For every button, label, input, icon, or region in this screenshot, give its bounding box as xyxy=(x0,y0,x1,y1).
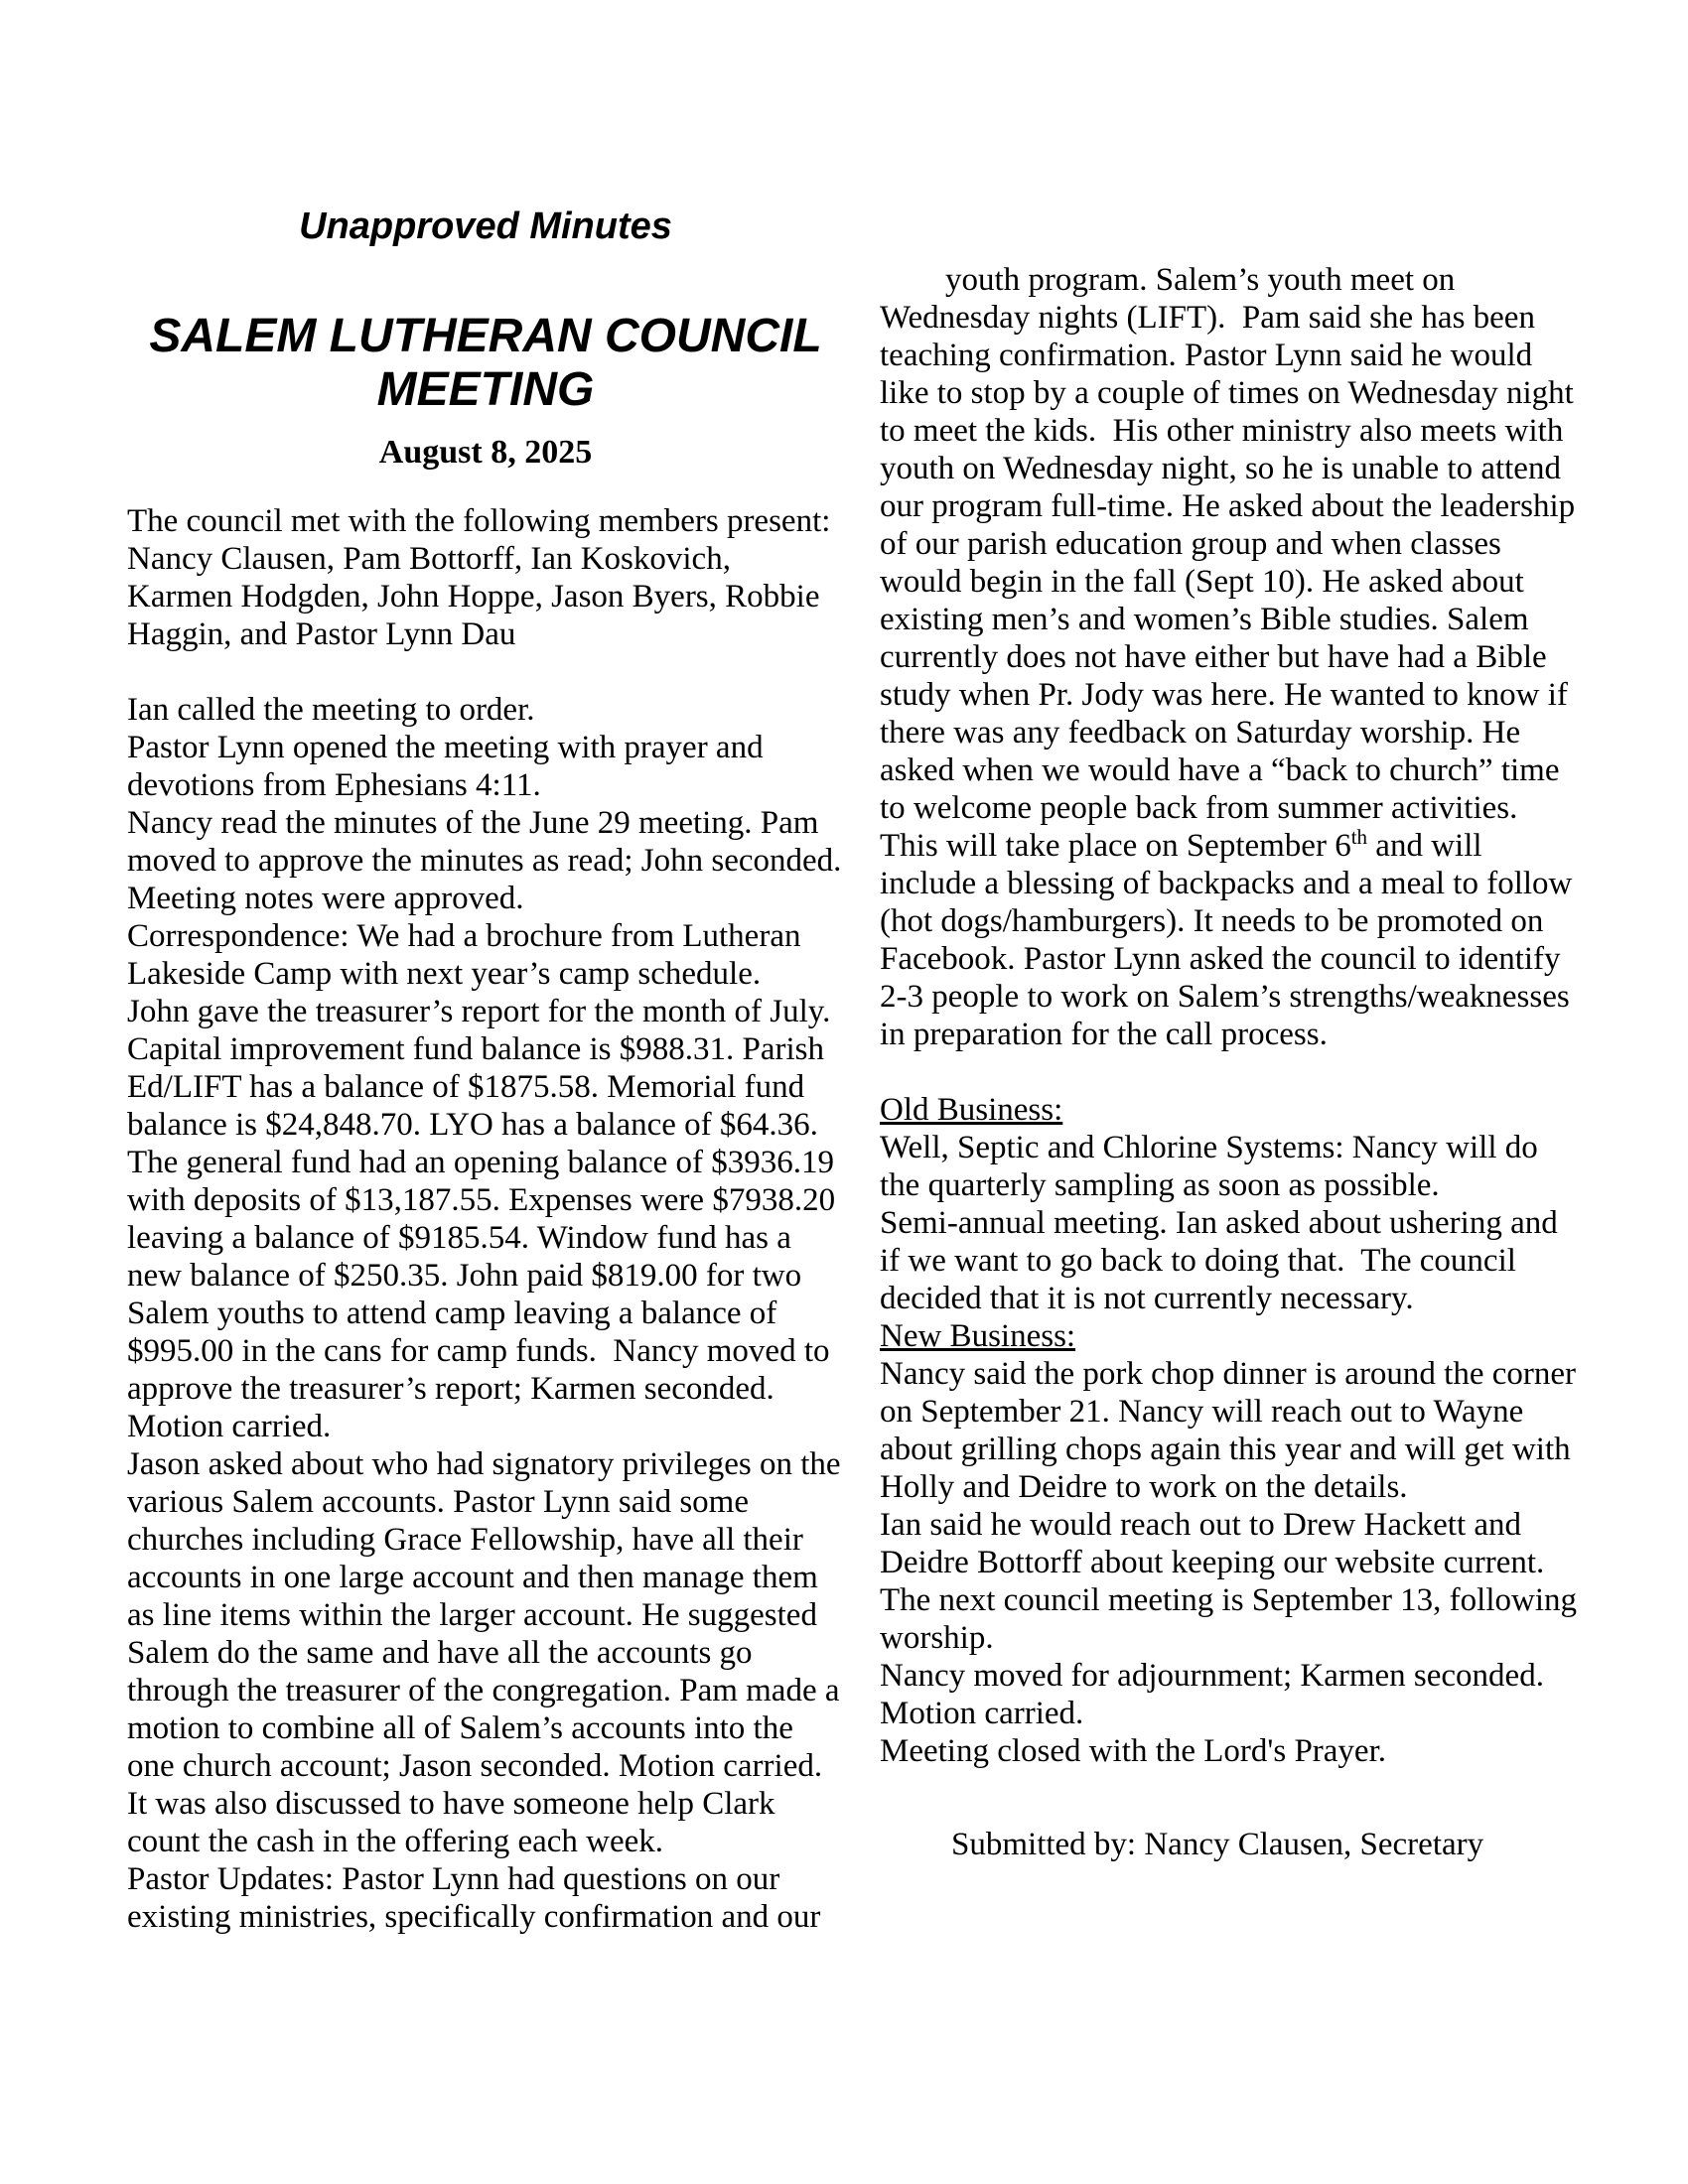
paragraph-meeting-closed: Meeting closed with the Lord's Prayer. xyxy=(880,1733,1387,1769)
paragraph-well-septic-chlorine: Well, Septic and Chlorine Systems: Nancy will do the quarterly sampling as soon as possible. xyxy=(880,1130,1547,1203)
document-title xyxy=(127,310,844,417)
left-column xyxy=(127,0,850,1936)
meeting-date: August 8, 2025 xyxy=(378,434,593,471)
paragraph-website-current: Ian said he would reach out to Drew Hackett and Deidre Bottorff about keeping our website current. xyxy=(880,1507,1545,1580)
right-column xyxy=(880,0,1586,1936)
youth-program-text-before-superscript: youth program. Salem’s youth meet on Wednesday nights (LIFT). Pam said she has been teaching confirmation. Pastor Lynn said he would like to stop by a couple of times on Wednesday night to meet the kids. His other ministry also meets with youth on Wednesday night, so he is unable to attend our program full-time. He asked about the leadership of our parish education group and when classes would begin in the fall (Sept 10). He asked about existing men’s and women’s Bible studies. Salem currently does not have either but have had a Bible study when Pr. Jody was here. He wanted to know if there was any feedback on Saturday worship. He asked when we would have a “back to church” time to welcome people back from summer activities. This will take place on September 6 xyxy=(880,262,1584,864)
paragraph-called-to-order: Ian called the meeting to order. xyxy=(127,692,535,728)
paragraph-members-present: The council met with the following members present: Nancy Clausen, Pam Bottorff, Ian Koskovich, Karmen Hodgden, John Hoppe, Jason Byers, Robbie Haggin, and Pastor Lynn Dau xyxy=(127,503,839,652)
youth-program-text-after-superscript: and will include a blessing of backpacks and a meal to follow (hot dogs/hamburgers). It needs to be promoted on Facebook. Pastor Lynn asked the council to identify 2-3 people to work on Salem’s strengths/weaknesses in preparation for the call process. xyxy=(880,828,1581,1052)
submitted-by-line: Submitted by: Nancy Clausen, Secretary xyxy=(951,1827,1484,1862)
two-column-layout xyxy=(127,0,1586,1936)
paragraph-treasurer-report: John gave the treasurer’s report for the month of July. Capital improvement fund balance is $988.31. Parish Ed/LIFT has a balance of $1875.58. Memorial fund balance is $24,848.70. LYO has a balance of $64.36. The general fund had an opening balance of $3936.19 with deposits of $13,187.55. Expenses were $7938.20 leaving a balance of $9185.54. Window fund has a new balance of $250.35. John paid $819.00 for two Salem youths to attend camp leaving a balance of $995.00 in the cans for camp funds. Nancy moved to approve the treasurer’s report; Karmen seconded. Motion carried. xyxy=(127,994,844,1444)
old-business-heading: Old Business: xyxy=(880,1092,1063,1128)
paragraph-adjournment: Nancy moved for adjournment; Karmen seconded. xyxy=(880,1658,1544,1694)
document-header xyxy=(127,205,844,473)
document-title-line2: MEETING xyxy=(376,363,595,416)
unapproved-minutes-label: Unapproved Minutes xyxy=(299,205,672,247)
paragraph-minutes-approval: Nancy read the minutes of the June 29 meeting. Pam moved to approve the minutes as read; John seconded. Meeting notes were approved. xyxy=(127,805,850,916)
document-title-line1: SALEM LUTHERAN COUNCIL xyxy=(149,310,822,362)
paragraph-correspondence: Correspondence: We had a brochure from Lutheran Lakeside Camp with next year’s camp schedule. xyxy=(127,918,809,992)
paragraph-youth-program xyxy=(880,223,1584,1091)
paragraph-next-council-meeting: The next council meeting is September 13, following worship. xyxy=(880,1582,1586,1656)
new-business-heading: New Business: xyxy=(880,1318,1076,1354)
paragraph-pastor-updates: Pastor Updates: Pastor Lynn had questions on our existing ministries, specifically confirmation and our xyxy=(127,1861,821,1935)
paragraph-semi-annual-meeting: Semi-annual meeting. Ian asked about ushering and if we want to go back to doing that. The council decided that it is not currently necessary. xyxy=(880,1205,1566,1316)
paragraph-opening-prayer: Pastor Lynn opened the meeting with prayer and devotions from Ephesians 4:11. xyxy=(127,730,772,803)
paragraph-pork-chop-dinner: Nancy said the pork chop dinner is around the corner on September 21. Nancy will reach out to Wayne about grilling chops again this year and will get with Holly and Deidre to work on the details. xyxy=(880,1356,1585,1505)
paragraph-motion-carried: Motion carried. xyxy=(880,1696,1084,1731)
paragraph-signatory-privileges: Jason asked about who had signatory privileges on the various Salem accounts. Pastor Lynn said some churches including Grace Fellowship, have all their accounts in one large account and then manage them as line items within the larger account. He suggested Salem do the same and have all the accounts go through the treasurer of the congregation. Pam made a motion to combine all of Salem’s accounts into the one church account; Jason seconded. Motion carried. It was also discussed to have someone help Clark count the cash in the offering each week. xyxy=(127,1446,849,1859)
september-6th-ordinal-superscript: th xyxy=(1350,825,1368,849)
